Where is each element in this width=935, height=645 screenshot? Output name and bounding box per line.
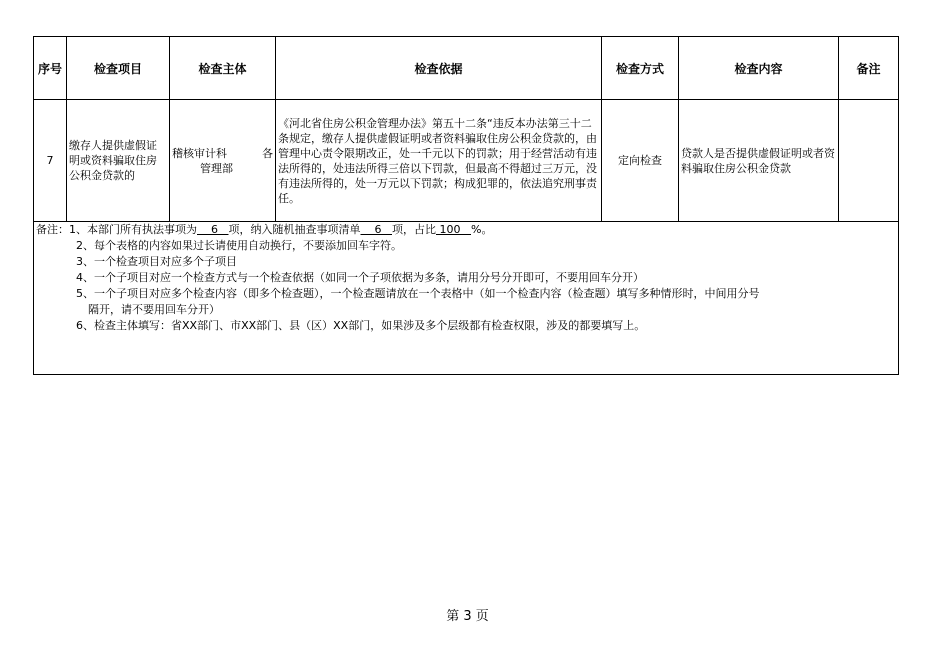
table-header-row bbox=[34, 37, 899, 100]
header-content: 检查内容 bbox=[679, 37, 839, 100]
cell-remark bbox=[839, 100, 899, 222]
note-line-2: 2、每个表格的内容如果过长请使用自动换行，不要添加回车字符。 bbox=[76, 239, 402, 252]
note-line-6: 6、检查主体填写：省XX部门、市XX部门、县（区）XX部门，如果涉及多个层级都有检查权限，涉及的都要填写上。 bbox=[76, 319, 646, 332]
subject-line2: 管理部 bbox=[200, 161, 233, 175]
count-random: 6 bbox=[374, 223, 382, 236]
header-item: 检查项目 bbox=[67, 37, 170, 100]
cell-content: 贷款人是否提供虚假证明或者资料骗取住房公积金贷款 bbox=[679, 100, 839, 222]
notes-cell bbox=[34, 222, 899, 375]
cell-basis: 《河北省住房公积金管理办法》第五十二条“违反本办法第三十二条规定，缴存人提供虚假证明或者资料骗取住房公积金贷款的，由管理中心责令限期改正，处一千元以下的罚款；用于经营活动有违法所得的，处违法所得三倍以下罚款，但最高不得超过三万元，没有违法所得的，处一万元以下罚款；构成犯罪的，依法追究刑事责任。 bbox=[276, 100, 602, 222]
cell-item: 缴存人提供虚假证明或资料骗取住房公积金贷款的 bbox=[67, 100, 170, 222]
cell-index: 7 bbox=[34, 100, 67, 222]
subject-line1: 稽核审计科 bbox=[172, 146, 227, 160]
note-line-1: 备注：1、本部门所有执法事项为 6 项，纳入随机抽查事项清单 6 项，占比 100 %。 bbox=[36, 223, 493, 236]
cell-subject bbox=[170, 100, 276, 222]
header-basis: 检查依据 bbox=[276, 37, 602, 100]
note-line-4: 4、一个子项目对应一个检查方式与一个检查依据（如同一个子项依据为多条，请用分号分开即可，不要用回车分开） bbox=[76, 271, 644, 284]
note-line-5b: 隔开，请不要用回车分开） bbox=[88, 303, 220, 316]
header-index: 序号 bbox=[34, 37, 67, 100]
header-remark: 备注 bbox=[839, 37, 899, 100]
inspection-table bbox=[33, 36, 899, 375]
page-number: 第 3 页 bbox=[446, 609, 489, 624]
count-total: 6 bbox=[211, 223, 218, 236]
note-line-5a: 5、一个子项目对应多个检查内容（即多个检查题），一个检查题请放在一个表格中（如一个检查内容（检查题）填写多种情形时，中间用分号 bbox=[76, 287, 760, 300]
notes-row bbox=[34, 222, 899, 375]
note-line-3: 3、一个检查项目对应多个子项目 bbox=[76, 255, 237, 268]
table-row bbox=[34, 100, 899, 222]
header-subject: 检查主体 bbox=[170, 37, 276, 100]
header-method: 检查方式 bbox=[602, 37, 679, 100]
subject-line1-tail: 各 bbox=[262, 146, 273, 160]
cell-method: 定向检查 bbox=[602, 100, 679, 222]
ratio: 100 bbox=[439, 223, 461, 236]
